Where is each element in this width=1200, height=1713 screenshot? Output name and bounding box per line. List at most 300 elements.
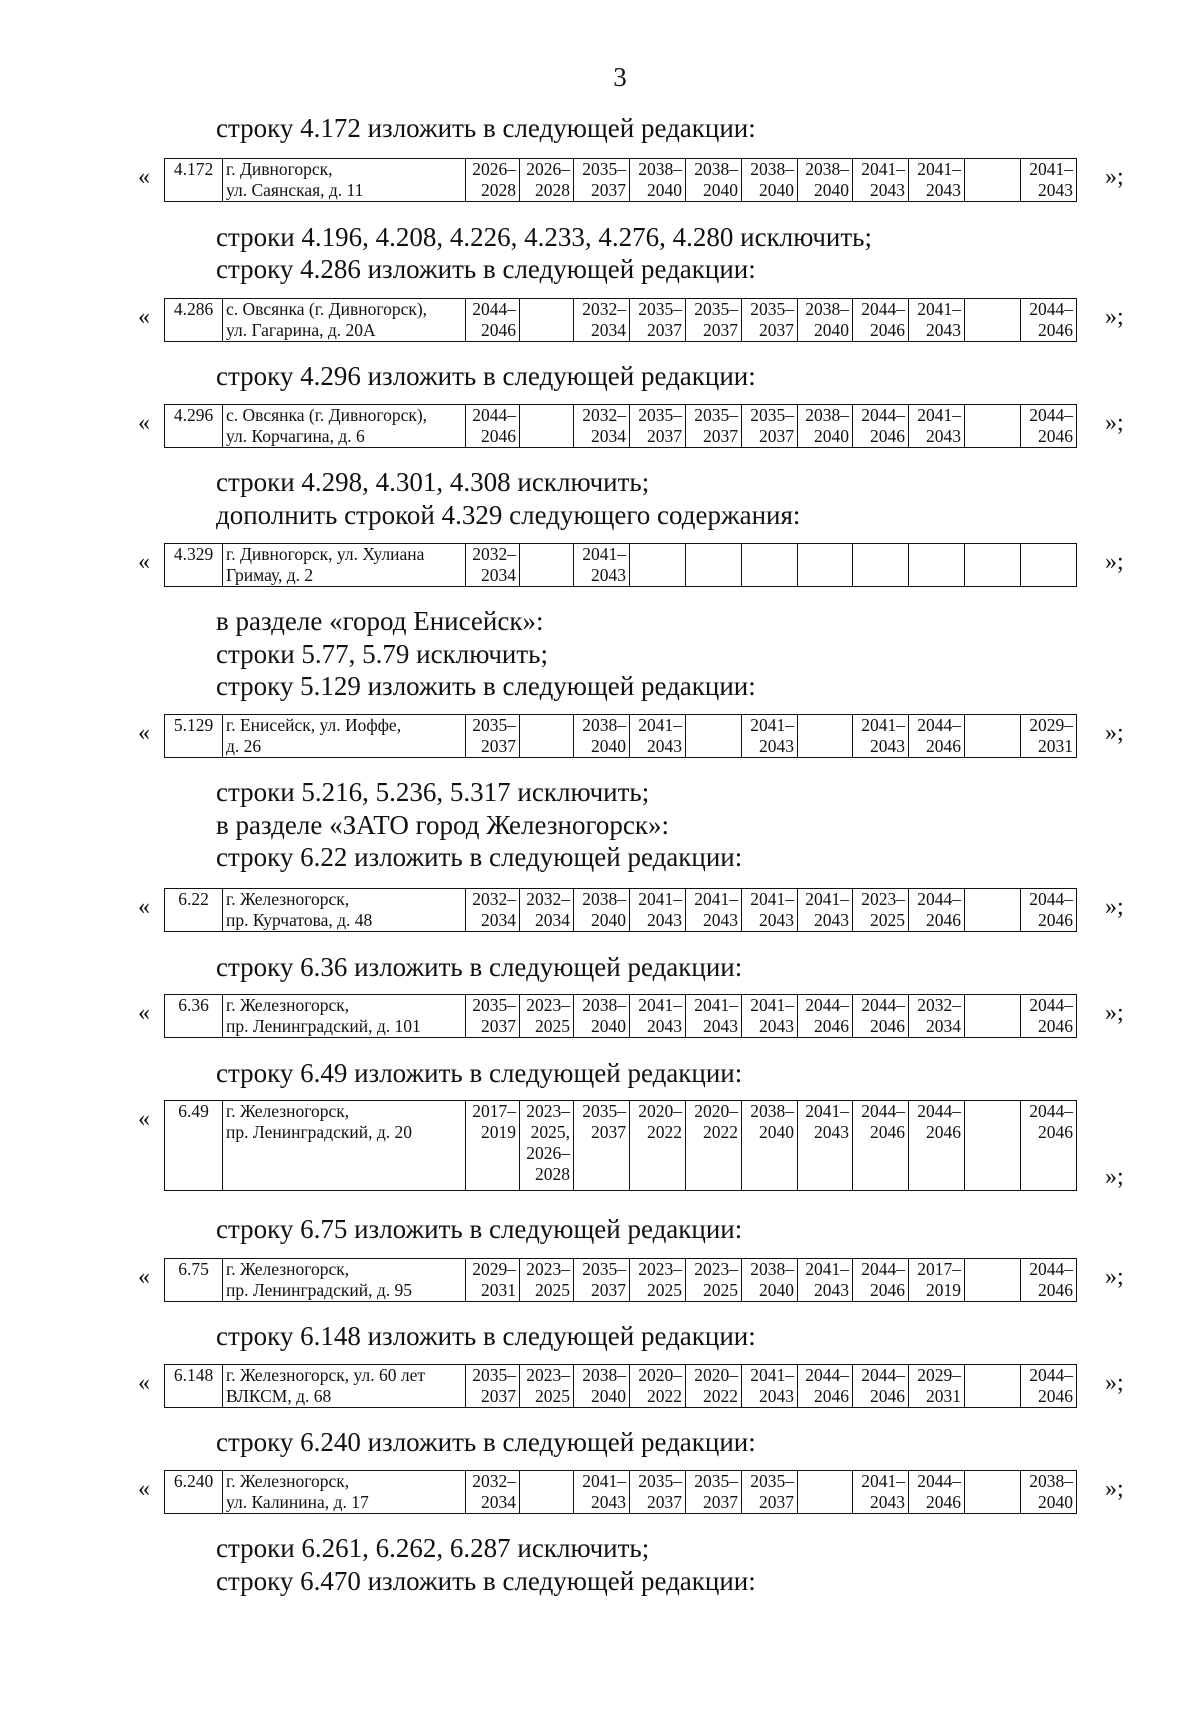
year-line: 2028 [535,1164,570,1184]
year-range-cell [1021,405,1077,448]
instruction-text: строку 6.36 изложить в следующей редакции: [216,952,743,982]
year-line: 2029– [472,1259,516,1279]
address-line: пр. Ленинградский, д. 95 [226,1280,412,1300]
year-line: 2046 [926,1492,961,1512]
quote-open: « [138,549,150,575]
year-line: 2020– [694,1101,738,1121]
year-line: 2037 [703,426,738,446]
year-line: 2043 [814,1280,849,1300]
year-line: 2035– [750,1471,794,1491]
year-range-cell [520,715,574,758]
year-range-cell [466,995,520,1038]
year-line: 2040 [814,426,849,446]
year-line: 2041– [917,299,961,319]
year-line [633,565,682,586]
data-table-row [164,714,1077,758]
table-row [165,1101,1077,1191]
year-line: 2038– [694,159,738,179]
year-line [523,1492,570,1513]
year-line: 2023– [526,1101,570,1121]
year-line: 2023– [638,1259,682,1279]
year-line: 2031 [1038,736,1073,756]
year-line: 2025 [870,910,905,930]
quote-close: »; [1105,720,1124,746]
year-line: 2028 [535,180,570,200]
year-range-cell [520,544,574,587]
data-table-row [164,543,1077,587]
year-line: 2046 [1038,1386,1073,1406]
year-line: 2040 [1038,1492,1073,1512]
address-cell [223,995,466,1038]
data-table-row [164,404,1077,448]
data-table-row [164,1258,1077,1302]
year-line: 2025, [530,1122,570,1142]
instruction-text: в разделе «город Енисейск»: [216,606,544,636]
year-line: 2035– [638,1471,682,1491]
year-range-cell [630,1365,686,1408]
year-range-cell [853,159,909,202]
year-line: 2046 [1038,426,1073,446]
year-line [968,1122,1017,1143]
year-line: 2043 [591,565,626,585]
year-range-cell [686,544,742,587]
year-range-cell [853,544,909,587]
year-line [745,565,794,586]
year-line: 2038– [750,159,794,179]
year-line: 2043 [870,736,905,756]
row-number-cell: 6.22 [165,889,223,932]
year-line: 2046 [870,1016,905,1036]
table-row [165,1365,1077,1408]
year-range-cell [742,544,798,587]
year-line [689,736,738,757]
year-line [801,544,849,565]
year-line: 2044– [861,1365,905,1385]
year-range-cell [574,544,630,587]
year-line: 2043 [647,1016,682,1036]
row-number-cell: 6.240 [165,1471,223,1514]
year-line: 2034 [926,1016,961,1036]
address-line: г. Железногорск, [226,1101,350,1121]
year-range-cell [853,1365,909,1408]
year-range-cell [909,995,965,1038]
year-range-cell [1021,995,1077,1038]
year-line: 2041– [805,1259,849,1279]
year-line [968,405,1017,426]
year-line: 2032– [472,544,516,564]
data-table-row [164,1470,1077,1514]
year-range-cell [909,1365,965,1408]
row-number-cell: 6.36 [165,995,223,1038]
year-line: 2044– [1029,405,1073,425]
year-line [968,299,1017,320]
year-range-cell [798,159,853,202]
year-line: 2043 [926,180,961,200]
year-line [968,889,1017,910]
year-range-cell [630,995,686,1038]
year-range-cell [520,1471,574,1514]
quote-open: « [138,1476,150,1502]
year-range-cell [965,1259,1021,1302]
year-range-cell [853,715,909,758]
data-table-row [164,298,1077,342]
year-line: 2038– [582,1365,626,1385]
year-range-cell [520,1101,574,1191]
year-line: 2037 [759,320,794,340]
year-line: 2037 [591,1280,626,1300]
year-range-cell [630,1471,686,1514]
quote-open: « [138,164,150,190]
year-range-cell [1021,1365,1077,1408]
data-table-row [164,1364,1077,1408]
year-line: 2046 [870,426,905,446]
year-range-cell [466,1259,520,1302]
year-line: 2040 [759,1122,794,1142]
instruction-text: строки 6.261, 6.262, 6.287 исключить; [216,1533,650,1563]
year-range-cell [909,889,965,932]
year-range-cell [466,1101,520,1191]
year-line [968,320,1017,341]
year-range-cell [686,1101,742,1191]
year-range-cell [965,889,1021,932]
year-line: 2038– [582,889,626,909]
year-line [523,715,570,736]
year-line: 2041– [805,889,849,909]
year-range-cell [520,299,574,342]
year-range-cell [965,1101,1021,1191]
year-line: 2034 [535,910,570,930]
table-row [165,995,1077,1038]
year-line: 2044– [805,1365,849,1385]
year-line: 2040 [591,736,626,756]
year-range-cell [466,405,520,448]
year-line: 2041– [917,159,961,179]
year-range-cell [742,1471,798,1514]
address-line: г. Железногорск, [226,995,350,1015]
year-line [968,715,1017,736]
row-number-cell: 4.286 [165,299,223,342]
table-row [165,1471,1077,1514]
year-range-cell [909,544,965,587]
year-line: 2032– [582,299,626,319]
year-range-cell [1021,1101,1077,1191]
quote-close: »; [1105,1164,1124,1190]
year-range-cell [1021,1471,1077,1514]
year-line: 2026– [526,1143,570,1163]
address-line: пр. Курчатова, д. 48 [226,910,373,930]
table-row [165,715,1077,758]
year-line: 2023– [861,889,905,909]
year-line: 2035– [750,405,794,425]
instruction-text: строки 4.196, 4.208, 4.226, 4.233, 4.276, 4.280 исключить; [216,222,872,252]
year-line [968,736,1017,757]
address-cell [223,1365,466,1408]
address-cell [223,1259,466,1302]
instruction-text: строки 5.216, 5.236, 5.317 исключить; [216,777,650,807]
year-line: 2023– [526,1365,570,1385]
instruction-text: строки 5.77, 5.79 исключить; [216,639,548,669]
address-line: ул. Калинина, д. 17 [226,1492,369,1512]
address-cell [223,299,466,342]
year-range-cell [520,995,574,1038]
year-line [968,1259,1017,1280]
year-line: 2038– [1029,1471,1073,1491]
year-line: 2044– [917,1101,961,1121]
year-line: 2038– [805,299,849,319]
year-line: 2028 [481,180,516,200]
year-line: 2035– [638,405,682,425]
year-range-cell [574,159,630,202]
address-line: г. Железногорск, [226,1259,350,1279]
table-row [165,299,1077,342]
year-line: 2043 [926,320,961,340]
year-line: 2046 [870,320,905,340]
year-line: 2038– [805,159,849,179]
year-range-cell [742,299,798,342]
year-range-cell [520,1365,574,1408]
year-range-cell [686,299,742,342]
year-line: 2046 [481,320,516,340]
quote-open: « [138,1000,150,1026]
year-line: 2041– [861,1471,905,1491]
year-line: 2043 [759,736,794,756]
row-number-cell: 4.296 [165,405,223,448]
year-line [801,1471,849,1492]
address-line: г. Железногорск, ул. 60 лет [226,1365,426,1385]
year-line: 2022 [647,1122,682,1142]
year-line: 2046 [926,1122,961,1142]
address-cell [223,159,466,202]
year-range-cell [853,299,909,342]
year-line [912,544,961,565]
address-line: пр. Ленинградский, д. 101 [226,1016,421,1036]
year-line: 2032– [526,889,570,909]
year-line: 2041– [638,995,682,1015]
year-line [523,565,570,586]
year-range-cell [965,299,1021,342]
year-line [968,1280,1017,1301]
year-line: 2041– [750,1365,794,1385]
table-row [165,159,1077,202]
quote-open: « [138,304,150,330]
year-range-cell [909,1259,965,1302]
quote-close: »; [1105,1000,1124,1026]
year-line: 2017– [917,1259,961,1279]
year-line: 2035– [582,1259,626,1279]
year-line [968,1365,1017,1386]
year-line: 2043 [759,910,794,930]
year-line: 2043 [870,1492,905,1512]
year-range-cell [630,544,686,587]
year-line: 2044– [861,299,905,319]
year-range-cell [965,715,1021,758]
address-cell [223,405,466,448]
year-line: 2029– [1029,715,1073,735]
row-number-cell: 6.75 [165,1259,223,1302]
year-range-cell [466,889,520,932]
year-range-cell [965,159,1021,202]
address-line: с. Овсянка (г. Дивногорск), [226,405,428,425]
year-line: 2038– [805,405,849,425]
year-line [968,565,1017,586]
year-range-cell [574,1101,630,1191]
quote-close: »; [1105,1370,1124,1396]
year-range-cell [742,889,798,932]
year-line [523,736,570,757]
year-line: 2031 [481,1280,516,1300]
year-line: 2035– [694,405,738,425]
address-line: д. 26 [226,736,262,756]
year-range-cell [1021,544,1077,587]
year-line: 2034 [481,565,516,585]
address-cell [223,544,466,587]
year-line: 2041– [1029,159,1073,179]
year-line [912,565,961,586]
year-line: 2035– [638,299,682,319]
year-line: 2023– [526,1259,570,1279]
year-line: 2044– [472,405,516,425]
year-line: 2026– [472,159,516,179]
year-line: 2046 [1038,910,1073,930]
year-line: 2044– [1029,1259,1073,1279]
address-cell [223,715,466,758]
year-line: 2038– [750,1259,794,1279]
year-line: 2046 [1038,1016,1073,1036]
instruction-text: строку 5.129 изложить в следующей редакции: [216,671,756,701]
year-line: 2037 [481,1386,516,1406]
year-line: 2019 [481,1122,516,1142]
address-line: г. Железногорск, [226,889,350,909]
year-line [968,995,1017,1016]
table-row [165,889,1077,932]
year-line [968,159,1017,180]
year-line [745,544,794,565]
year-line [1024,544,1073,565]
year-range-cell [909,1101,965,1191]
year-line: 2035– [472,995,516,1015]
quote-open: « [138,410,150,436]
year-line: 2025 [703,1280,738,1300]
year-line: 2032– [582,405,626,425]
year-line [633,544,682,565]
year-line: 2041– [694,889,738,909]
year-range-cell [742,715,798,758]
year-line: 2029– [917,1365,961,1385]
year-line: 2032– [472,1471,516,1491]
year-line: 2031 [926,1386,961,1406]
year-line: 2044– [1029,889,1073,909]
year-line: 2040 [814,180,849,200]
year-line: 2041– [638,889,682,909]
quote-open: « [138,720,150,746]
quote-close: »; [1105,1264,1124,1290]
year-range-cell [466,159,520,202]
quote-close: »; [1105,304,1124,330]
address-line: Гримау, д. 2 [226,565,314,585]
year-range-cell [742,995,798,1038]
year-range-cell [798,405,853,448]
year-line: 2044– [1029,995,1073,1015]
table-row [165,1259,1077,1302]
year-line [689,715,738,736]
year-line: 2040 [591,1016,626,1036]
year-line: 2046 [1038,320,1073,340]
year-line: 2040 [647,180,682,200]
year-range-cell [630,889,686,932]
year-range-cell [574,1471,630,1514]
year-line: 2043 [591,1492,626,1512]
year-line: 2023– [526,995,570,1015]
instruction-text: строку 6.470 изложить в следующей редакции: [216,1566,756,1596]
address-cell [223,1101,466,1191]
year-range-cell [798,995,853,1038]
year-line: 2037 [759,426,794,446]
year-range-cell [965,1365,1021,1408]
quote-close: »; [1105,549,1124,575]
year-range-cell [630,715,686,758]
address-line: г. Енисейск, ул. Иоффе, [226,715,402,735]
year-range-cell [630,299,686,342]
year-line: 2025 [535,1386,570,1406]
year-line: 2040 [703,180,738,200]
year-range-cell [574,889,630,932]
year-range-cell [798,889,853,932]
data-table-row [164,158,1077,202]
year-line [523,299,570,320]
instruction-text: строку 4.286 изложить в следующей редакции: [216,254,756,284]
year-range-cell [466,715,520,758]
year-line: 2017– [472,1101,516,1121]
year-line: 2043 [926,426,961,446]
year-line: 2019 [926,1280,961,1300]
year-range-cell [520,159,574,202]
year-range-cell [1021,889,1077,932]
year-range-cell [965,405,1021,448]
year-line: 2041– [638,715,682,735]
year-line: 2022 [647,1386,682,1406]
year-line [523,1471,570,1492]
year-line: 2040 [759,180,794,200]
year-range-cell [686,1259,742,1302]
year-line: 2023– [694,1259,738,1279]
quote-close: »; [1105,894,1124,920]
year-range-cell [574,299,630,342]
year-range-cell [742,405,798,448]
quote-close: »; [1105,1476,1124,1502]
data-table-row [164,1100,1077,1191]
year-line [523,426,570,447]
year-line [968,180,1017,201]
year-range-cell [574,1259,630,1302]
row-number-cell: 6.49 [165,1101,223,1191]
address-cell [223,1471,466,1514]
year-range-cell [853,1259,909,1302]
year-line: 2046 [481,426,516,446]
year-line: 2041– [917,405,961,425]
year-line [968,1016,1017,1037]
year-line: 2037 [647,1492,682,1512]
address-line: с. Овсянка (г. Дивногорск), [226,299,428,319]
year-line: 2035– [694,1471,738,1491]
year-line: 2044– [917,889,961,909]
year-range-cell [686,405,742,448]
address-line: г. Дивногорск, ул. Хулиана [226,544,425,564]
year-line: 2034 [591,320,626,340]
year-line: 2041– [582,1471,626,1491]
year-line [968,1386,1017,1407]
year-range-cell [965,995,1021,1038]
year-range-cell [520,889,574,932]
